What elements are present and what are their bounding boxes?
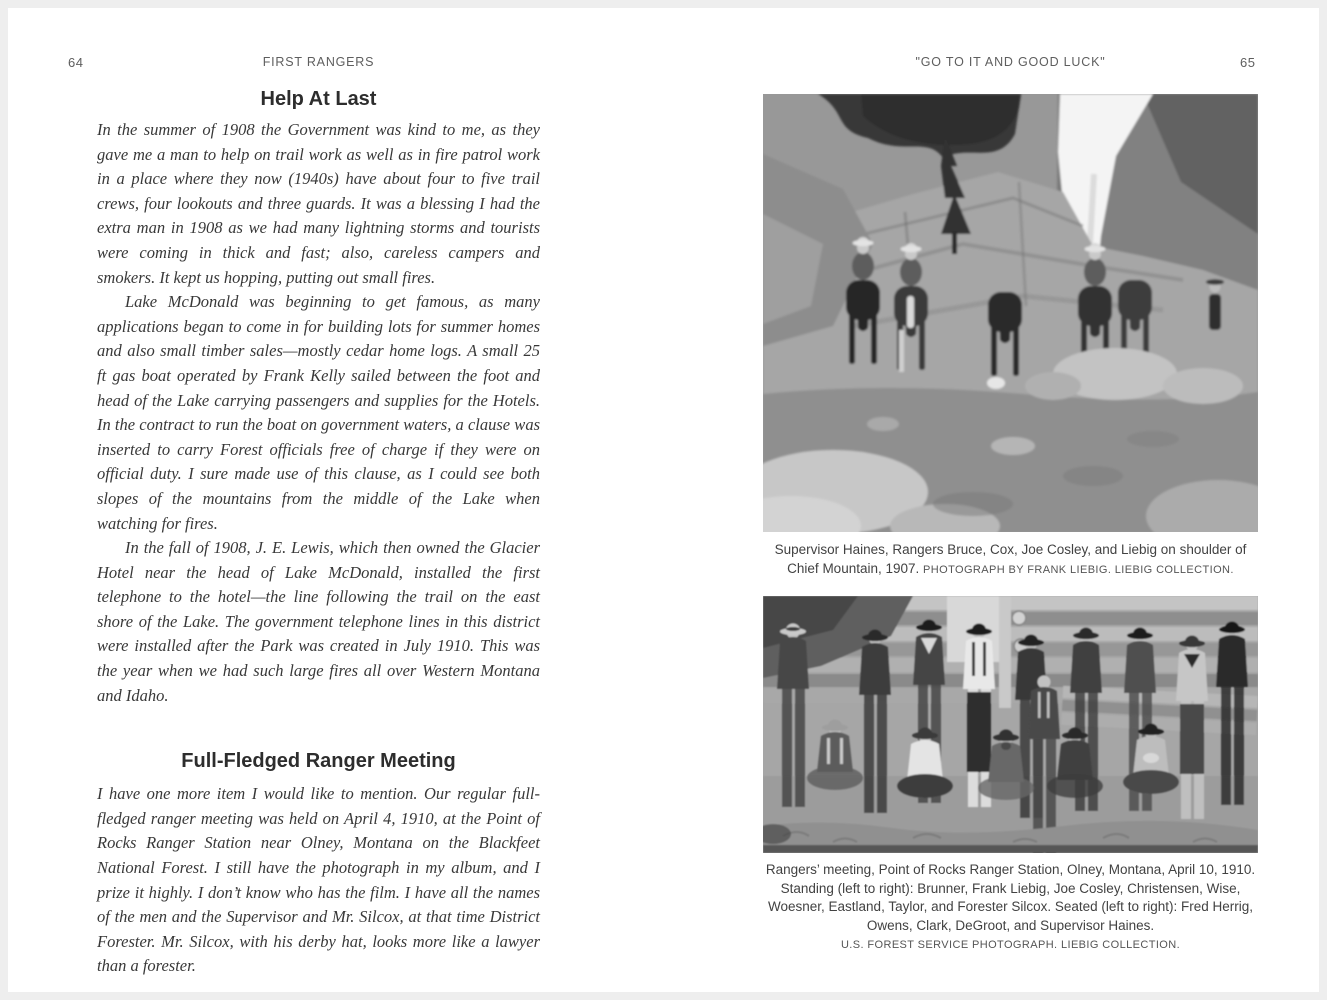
page-number-left: 64 [68,55,84,70]
running-head-left: FIRST RANGERS [262,55,375,69]
caption-text: Supervisor Haines, Rangers Bruce, Cox, Joe Cosley, and Liebig on shoulder of Chief Mountain, 1907. [774,542,1247,576]
photo-rangers-meeting-1910 [763,596,1258,853]
body-paragraph: In the fall of 1908, J. E. Lewis, which then owned the Glacier Hotel near the head of Lake McDonald, installed the first telephone to the hotel—the line following the trail on the east shore of the Lake. The government telephone lines in this district were installed after the Park was created in July 1910. This was the year when we had such large fires all over Western Montana and Idaho. [97,538,540,705]
section-heading-ranger-meeting: Full-Fledged Ranger Meeting [181,750,456,773]
photo-credit: PHOTOGRAPH BY FRANK LIEBIG. LIEBIG COLLECTION. [923,563,1234,576]
running-head-right: "GO TO IT AND GOOD LUCK" [915,55,1106,69]
rangers-meeting-photo-illustration [763,596,1258,853]
body-paragraph: I have one more item I would like to mention. Our regular full-fledged ranger meeting was held on April 4, 1910, at the Point of Rocks Ranger Station near Olney, Montana on the Blackfeet National Forest. I still have the photograph in my album, and I prize it highly. I don’t know who has the film. I have all the names of the men and the Supervisor and Mr. Silcox, at that time District Forester. Mr. Silcox, with his derby hat, looks more like a lawyer than a forester. [97,784,540,976]
photo-credit: U.S. FOREST SERVICE PHOTOGRAPH. LIEBIG COLLECTION. [840,939,1181,952]
photo-chief-mountain-1907 [763,94,1258,532]
body-paragraph: Lake McDonald was beginning to get famous, as many applications began to come in for building lots for summer homes and also small timber sales—mostly cedar home logs. A small 25 ft gas boat operated by Frank Kelly sailed between the foot and head of the Lake carrying passengers and supplies for the Hotels. In the contract to run the boat on government waters, a clause was inserted to carry Forest officials free of charge if they were on official duty. I sure made use of this clause, as I could see both slopes of the mountains from the middle of the Lake when watching for fires. [97,292,540,533]
section-heading-help-at-last: Help At Last [260,88,377,110]
page-number-right: 65 [1240,55,1256,70]
book-spread [8,8,1319,992]
left-page-text-column [97,88,540,979]
caption-text: Rangers’ meeting, Point of Rocks Ranger Station, Olney, Montana, April 10, 1910. Standing (left to right): Brunner, Frank Liebig, Joe Cosley, Christensen, Wise, Woesner, Eastland, Taylor, and Forester Silcox. Seated (left to right): Fred Herrig, Owens, Clark, DeGroot, and Supervisor Haines. [765,862,1256,933]
chief-mountain-photo-illustration [763,94,1258,532]
photo-caption [757,861,1264,955]
photo-caption [757,541,1264,579]
body-paragraph: In the summer of 1908 the Government was kind to me, as they gave me a man to help on trail work as well as in fire patrol work in a place where they now (1940s) have about four to five trail crews, four lookouts and three guards. It was a blessing I had the extra man in 1908 as we had many lightning storms and tourists were coming in thick and fast; also, careless campers and smokers. It kept us hopping, putting out small fires. [97,120,540,287]
